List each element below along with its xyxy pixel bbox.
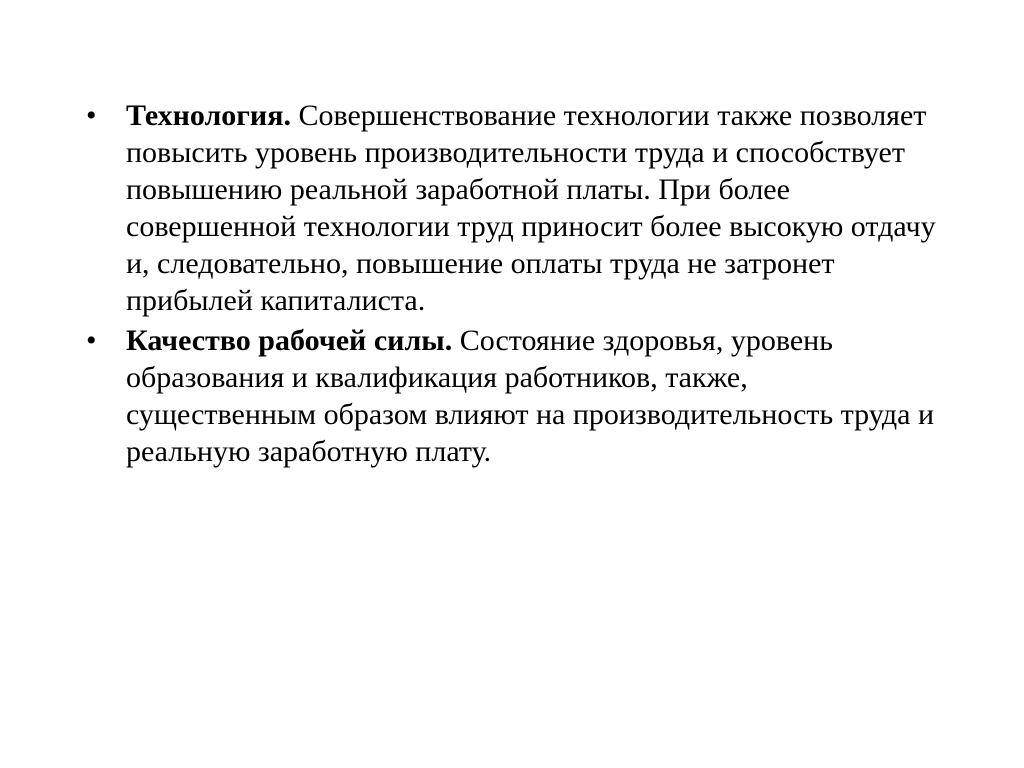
bullet-term: Технология.	[126, 99, 291, 132]
bullet-list	[86, 97, 966, 473]
bullet-body: Состояние здоровья, уровень образования и квалификация работников, также, существенным образом влияют на производительность труда и реальную заработную плату.	[126, 324, 935, 468]
bullet-item-labor-quality	[86, 322, 966, 470]
bullet-marker: •	[86, 99, 97, 132]
bullet-item-technology	[86, 97, 966, 319]
bullet-marker: •	[86, 324, 97, 357]
bullet-term: Качество рабочей силы.	[126, 324, 453, 357]
bullet-text	[126, 97, 941, 319]
bullet-text	[126, 322, 941, 470]
bullet-body: Совершенствование технологии также позволяет повысить уровень производительности труда и способствует повышению реальной заработной платы. При более совершенной технологии труд приносит более высокую отдачу и, следовательно, повышение оплаты труда не затронет прибылей капиталиста.	[126, 99, 936, 317]
